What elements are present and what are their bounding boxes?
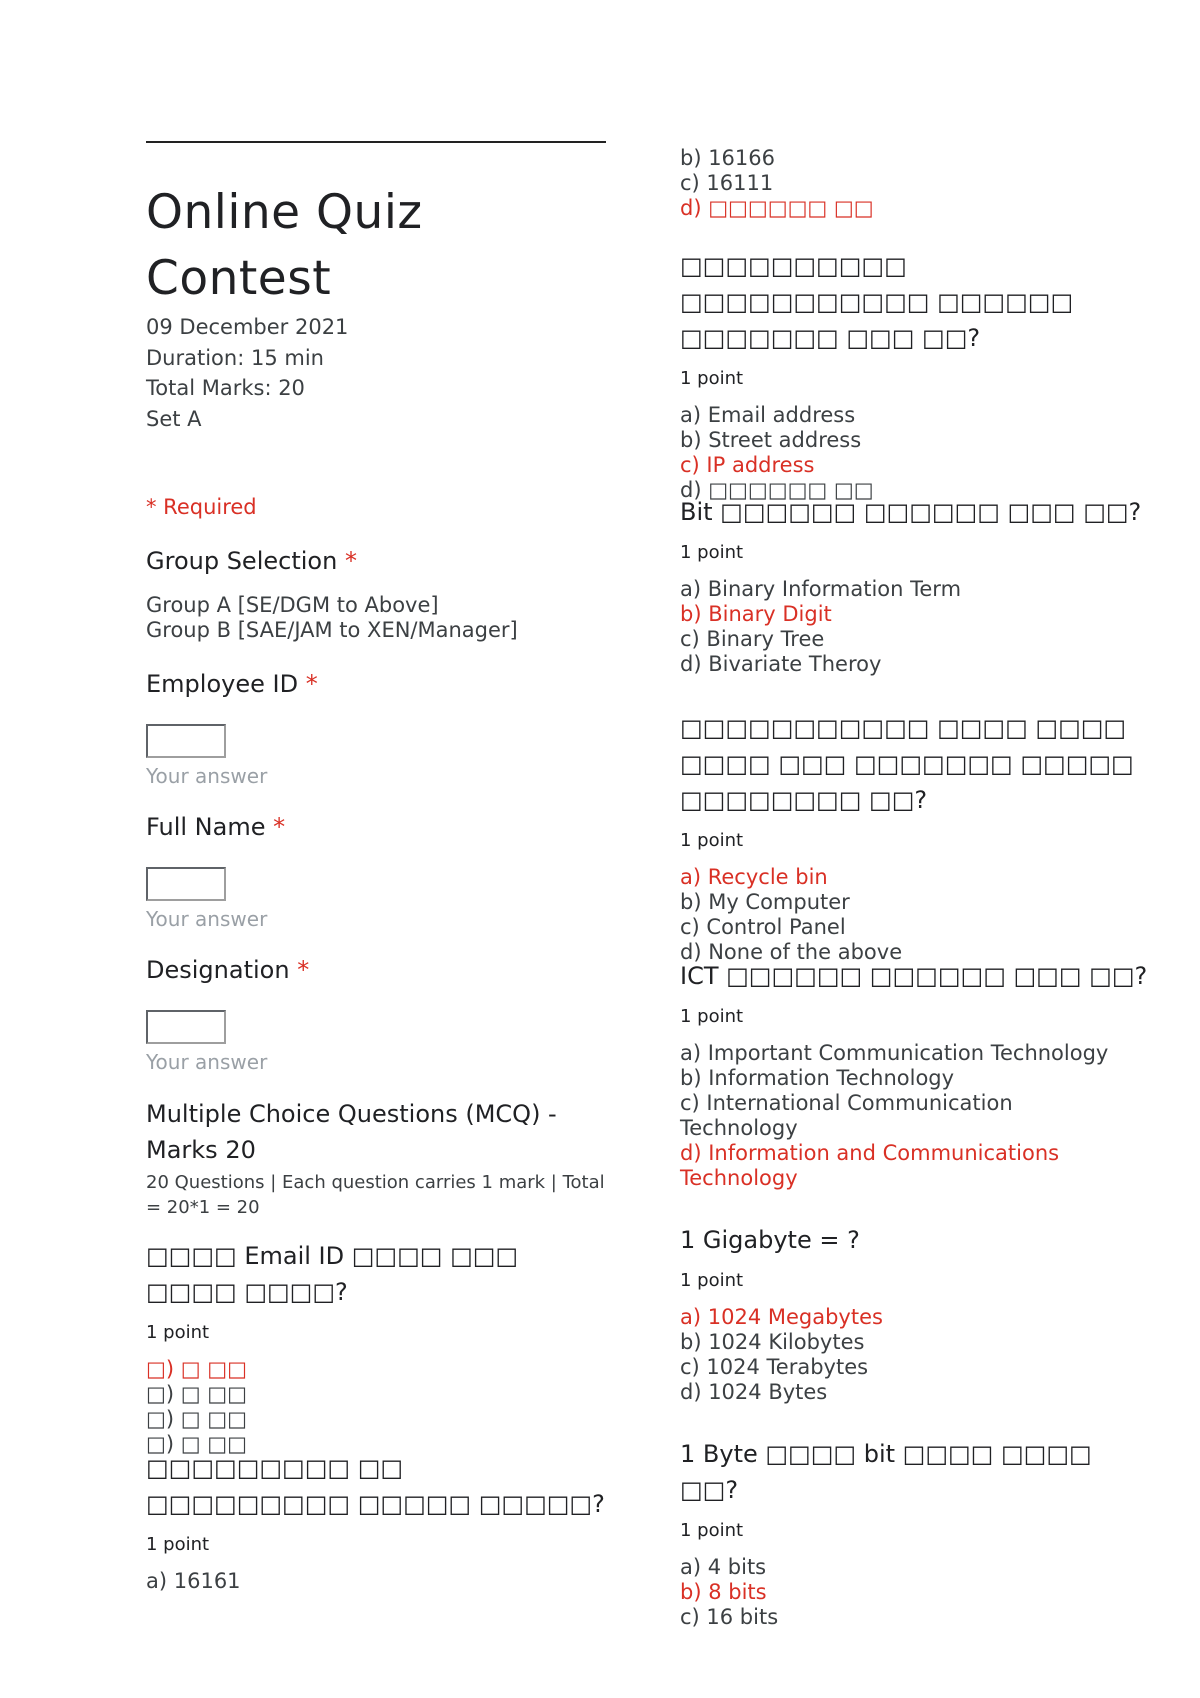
form-duration: Duration: 15 min xyxy=(146,345,324,370)
mcq-section-header xyxy=(146,1096,606,1220)
question xyxy=(680,1222,1150,1405)
required-asterisk: * xyxy=(273,813,286,841)
field-label: Designation * xyxy=(146,956,310,984)
section-description: 20 Questions | Each question carries 1 mark | Total = 20*1 = 20 xyxy=(146,1172,605,1218)
full-name-field xyxy=(146,809,606,931)
question-title: 1 Gigabyte = ? xyxy=(680,1226,860,1254)
question-title: □□□□□□□□□□ □□□□□□□□□□□ □□□□□□ □□□□□□□ □□□ □□? xyxy=(680,252,1074,352)
answer-option[interactable]: a) Email address xyxy=(680,403,856,427)
answer-option[interactable]: a) Important Communication Technology xyxy=(680,1041,1109,1065)
answer-option[interactable]: d) □□□□□□ □□ xyxy=(680,478,874,502)
required-asterisk: * xyxy=(297,956,310,984)
answer-option[interactable]: c) 16 bits xyxy=(680,1605,779,1629)
answer-option[interactable]: b) My Computer xyxy=(680,890,850,914)
employee-id-field xyxy=(146,666,606,788)
answer-placeholder: Your answer xyxy=(146,907,268,931)
answer-option[interactable]: b) 1024 Kilobytes xyxy=(680,1330,865,1354)
question-title: Bit □□□□□□ □□□□□□ □□□ □□? xyxy=(680,498,1142,526)
answer-option-correct[interactable]: a) Recycle bin xyxy=(680,865,828,889)
question-title: □□□□□□□□□ □□ □□□□□□□□□ □□□□□ □□□□□? xyxy=(146,1454,605,1518)
answer-option[interactable]: d) 1024 Bytes xyxy=(680,1380,828,1404)
answer-options xyxy=(146,1357,606,1457)
required-asterisk: * xyxy=(305,670,318,698)
question-title: ICT □□□□□□ □□□□□□ □□□ □□? xyxy=(680,962,1148,990)
question xyxy=(680,248,1150,503)
answer-option[interactable]: b) Information Technology xyxy=(680,1066,955,1090)
question-title: □□□□□□□□□□□ □□□□ □□□□ □□□□ □□□ □□□□□□□ □□□□□ □□□□□□□□ □□? xyxy=(680,714,1134,814)
answer-option[interactable]: c) Control Panel xyxy=(680,915,846,939)
question xyxy=(680,958,1150,1191)
answer-options xyxy=(680,865,1150,965)
answer-option[interactable]: c) 1024 Terabytes xyxy=(680,1355,869,1379)
question xyxy=(146,1238,606,1457)
question xyxy=(680,494,1150,677)
required-note: * Required xyxy=(146,495,257,519)
answer-options xyxy=(680,1041,1150,1191)
answer-option[interactable]: □) □ □□ xyxy=(146,1407,247,1431)
answer-options xyxy=(680,146,1150,221)
form-meta xyxy=(146,312,348,434)
designation-field xyxy=(146,952,606,1074)
answer-option[interactable]: □) □ □□ xyxy=(146,1432,247,1456)
answer-option[interactable]: d) Bivariate Theroy xyxy=(680,652,882,676)
page-title: Online Quiz Contest xyxy=(146,185,423,306)
field-label: Full Name * xyxy=(146,813,286,841)
form-set: Set A xyxy=(146,406,202,431)
group-option[interactable]: Group B [SAE/JAM to XEN/Manager] xyxy=(146,618,518,642)
answer-option[interactable]: □) □ □□ xyxy=(146,1382,247,1406)
question-points: 1 point xyxy=(146,1534,210,1555)
answer-option-correct[interactable]: □) □ □□ xyxy=(146,1357,247,1381)
question xyxy=(146,1450,606,1594)
question-points: 1 point xyxy=(680,1270,744,1291)
answer-options xyxy=(680,1555,1150,1630)
answer-option-correct[interactable]: a) 1024 Megabytes xyxy=(680,1305,883,1329)
question-points: 1 point xyxy=(680,542,744,563)
answer-placeholder: Your answer xyxy=(146,764,268,788)
answer-option[interactable]: c) Binary Tree xyxy=(680,627,825,651)
question-title: □□□□ Email ID □□□□ □□□ □□□□ □□□□? xyxy=(146,1242,519,1306)
field-label: Employee ID * xyxy=(146,670,318,698)
form-date: 09 December 2021 xyxy=(146,315,349,339)
field-label: Group Selection * xyxy=(146,547,357,575)
answer-options xyxy=(146,1569,606,1594)
answer-option-correct[interactable]: d) Information and Communications Technology xyxy=(680,1141,1060,1190)
top-rule xyxy=(146,141,606,143)
designation-input[interactable] xyxy=(146,1010,226,1044)
answer-option-correct[interactable]: b) 8 bits xyxy=(680,1580,767,1604)
question-points: 1 point xyxy=(680,368,744,389)
question xyxy=(680,710,1150,965)
question xyxy=(680,1436,1150,1630)
question-points: 1 point xyxy=(680,1006,744,1027)
question-title: 1 Byte □□□□ bit □□□□ □□□□ □□? xyxy=(680,1440,1092,1504)
answer-option[interactable]: a) 16161 xyxy=(146,1569,241,1593)
question-continued xyxy=(680,146,1150,221)
answer-option[interactable]: c) International Communication Technology xyxy=(680,1091,1013,1140)
answer-option-correct[interactable]: d) □□□□□□ □□ xyxy=(680,196,874,220)
group-options xyxy=(146,593,606,643)
answer-option[interactable]: c) 16111 xyxy=(680,171,774,195)
answer-option[interactable]: b) Street address xyxy=(680,428,862,452)
answer-option[interactable]: b) 16166 xyxy=(680,146,776,170)
employee-id-input[interactable] xyxy=(146,724,226,758)
answer-option-correct[interactable]: b) Binary Digit xyxy=(680,602,832,626)
answer-option[interactable]: a) Binary Information Term xyxy=(680,577,962,601)
full-name-input[interactable] xyxy=(146,867,226,901)
answer-options xyxy=(680,1305,1150,1405)
group-option[interactable]: Group A [SE/DGM to Above] xyxy=(146,593,439,617)
form-total-marks: Total Marks: 20 xyxy=(146,376,305,400)
answer-option-correct[interactable]: c) IP address xyxy=(680,453,815,477)
group-selection-field xyxy=(146,543,606,643)
answer-option[interactable]: d) None of the above xyxy=(680,940,903,964)
answer-options xyxy=(680,403,1150,503)
answer-placeholder: Your answer xyxy=(146,1050,268,1074)
question-points: 1 point xyxy=(680,1520,744,1541)
answer-options xyxy=(680,577,1150,677)
question-points: 1 point xyxy=(146,1322,210,1343)
question-points: 1 point xyxy=(680,830,744,851)
required-asterisk: * xyxy=(344,547,357,575)
answer-option[interactable]: a) 4 bits xyxy=(680,1555,767,1579)
section-title: Multiple Choice Questions (MCQ) - Marks 20 xyxy=(146,1100,557,1164)
